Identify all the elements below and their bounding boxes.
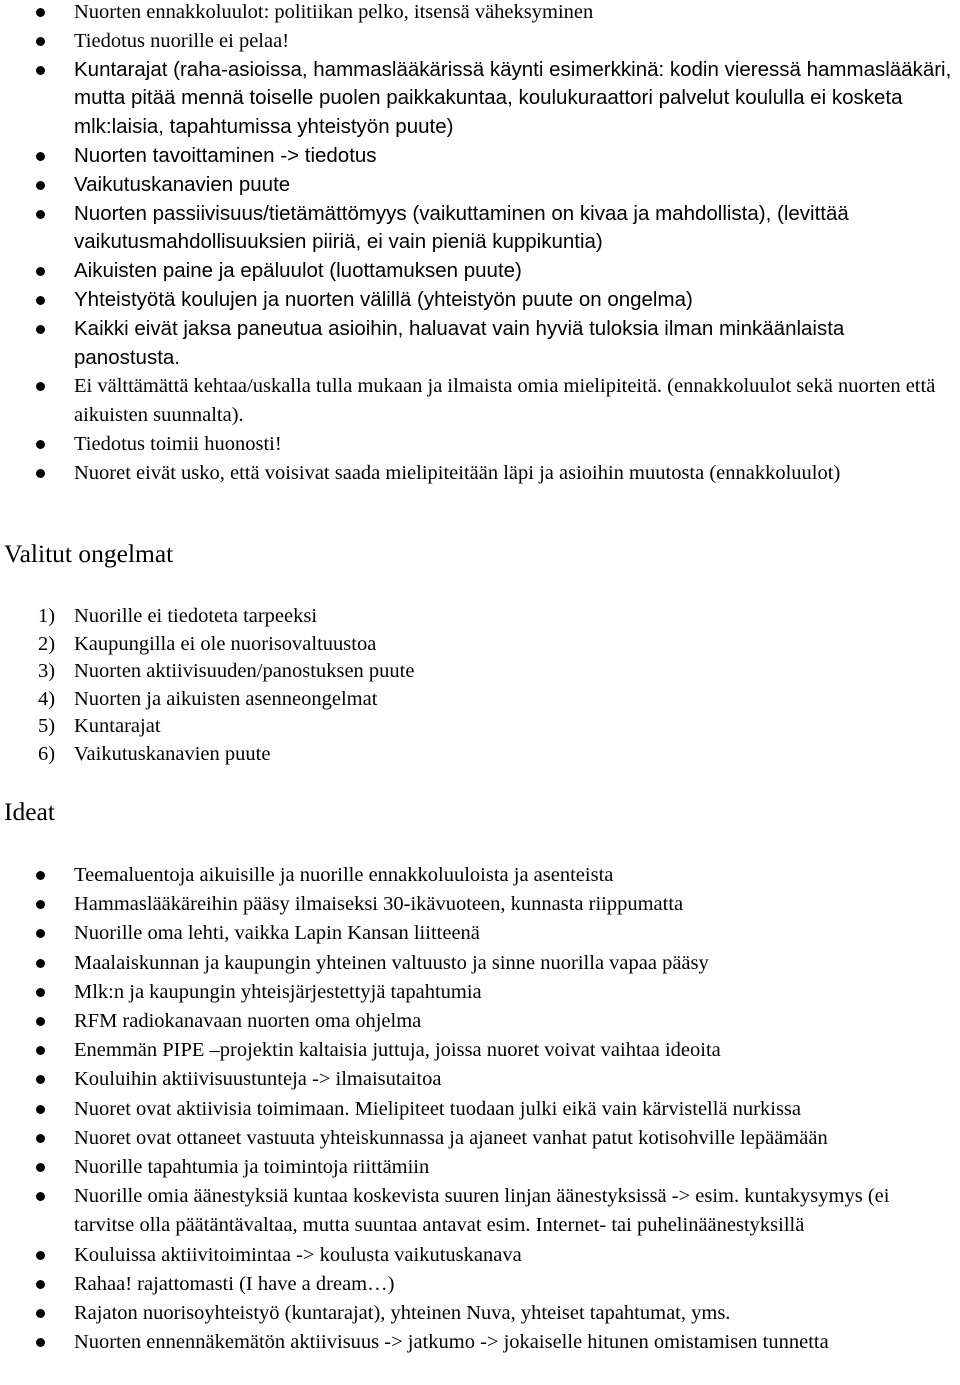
list-item: [38, 686, 960, 714]
item-text: Nuorten aktiivisuuden/panostuksen puute: [74, 660, 415, 683]
list-item: Rahaa! rajattomasti (I have a dream…): [74, 1270, 952, 1299]
item-text: Kuntarajat: [74, 715, 161, 738]
list-item: Vaikutuskanavien puute: [74, 171, 952, 200]
ideas-bullet-list: [0, 861, 960, 1357]
list-item: Kouluihin aktiivisuustunteja -> ilmaisutaitoa: [74, 1065, 952, 1094]
item-number: 2): [38, 632, 56, 655]
list-item: Tiedotus toimii huonosti!: [74, 430, 952, 459]
list-item: Rajaton nuorisoyhteistyö (kuntarajat), yhteinen Nuva, yhteiset tapahtumat, yms.: [74, 1299, 952, 1328]
item-number: 1): [38, 605, 56, 627]
list-item: Nuoret ovat ottaneet vastuuta yhteiskunnassa ja ajaneet vanhat patut kotisohville lepäämään: [74, 1124, 952, 1153]
list-item: [38, 741, 960, 769]
list-item: Nuorten passiivisuus/tietämättömyys (vaikuttaminen on kivaa ja mahdollista), (levittää vaikutusmahdollisuuksien piiriä, ei vain pieniä kuppikuntia): [74, 200, 952, 258]
selected-problems-list: [0, 603, 960, 769]
list-item: RFM radiokanavaan nuorten oma ohjelma: [74, 1007, 952, 1036]
list-item: [38, 603, 960, 631]
list-item: Nuorille tapahtumia ja toimintoja riittämiin: [74, 1153, 952, 1182]
selected-problems-heading: Valitut ongelmat: [4, 539, 174, 568]
ideas-heading: Ideat: [4, 797, 55, 826]
list-item: [38, 713, 960, 741]
list-item: Enemmän PIPE –projektin kaltaisia juttuja, joissa nuoret voivat vaihtaa ideoita: [74, 1036, 952, 1065]
list-item: Nuoret eivät usko, että voisivat saada mielipiteitään läpi ja asioihin muutosta (ennakkoluulot): [74, 459, 952, 488]
item-text: Kaupungilla ei ole nuorisovaltuustoa: [74, 632, 377, 655]
item-number: 6): [38, 742, 56, 765]
list-item: Yhteistyötä koulujen ja nuorten välillä (yhteistyön puute on ongelma): [74, 286, 952, 315]
list-item: Nuorten ennennäkemätön aktiivisuus -> jatkumo -> jokaiselle hitunen omistamisen tunnetta: [74, 1328, 952, 1357]
list-item: Nuorten ennakkoluulot: politiikan pelko, itsensä väheksyminen: [74, 0, 952, 27]
list-item: Teemaluentoja aikuisille ja nuorille ennakkoluuloista ja asenteista: [74, 861, 952, 890]
list-item: Nuorille oma lehti, vaikka Lapin Kansan liitteenä: [74, 919, 952, 948]
list-item: Kouluissa aktiivitoimintaa -> koulusta vaikutuskanava: [74, 1241, 952, 1270]
list-item: Aikuisten paine ja epäluulot (luottamuksen puute): [74, 257, 952, 286]
list-item: Ei välttämättä kehtaa/uskalla tulla mukaan ja ilmaista omia mielipiteitä. (ennakkoluulot sekä nuorten että aikuisten suunnalta).: [74, 372, 952, 430]
list-item: Hammaslääkäreihin pääsy ilmaiseksi 30-ikävuoteen, kunnasta riippumatta: [74, 890, 952, 919]
list-item: Maalaiskunnan ja kaupungin yhteinen valtuusto ja sinne nuorilla vapaa pääsy: [74, 949, 952, 978]
item-number: 4): [38, 687, 56, 710]
item-number: 5): [38, 715, 56, 738]
list-item: Nuoret ovat aktiivisia toimimaan. Mielipiteet tuodaan julki eikä vain kärvistellä nurkissa: [74, 1095, 952, 1124]
list-item: Mlk:n ja kaupungin yhteisjärjestettyjä tapahtumia: [74, 978, 952, 1007]
list-item: Nuorten tavoittaminen -> tiedotus: [74, 142, 952, 171]
list-item: [38, 658, 960, 686]
problems-bullet-list: [0, 0, 960, 488]
list-item: Nuorille omia äänestyksiä kuntaa koskevista suuren linjan äänestyksissä -> esim. kuntakysymys (ei tarvitse olla päätäntävaltaa, mutta suuntaa antavat esim. Internet- tai puhelinäänestyksillä: [74, 1182, 952, 1240]
list-item: Tiedotus nuorille ei pelaa!: [74, 27, 952, 56]
item-text: Vaikutuskanavien puute: [74, 742, 271, 765]
item-text: Nuorten ja aikuisten asenneongelmat: [74, 687, 378, 710]
list-item: Kuntarajat (raha-asioissa, hammaslääkärissä käynti esimerkkinä: kodin vieressä hammaslääkäri, mutta pitää mennä toiselle puolen paikkakuntaa, koulukuraattori palvelut koululla ei kosketa mlk:laisia, tapahtumissa yhteistyön puute): [74, 56, 952, 142]
list-item: [38, 631, 960, 659]
item-text: Nuorille ei tiedoteta tarpeeksi: [74, 605, 318, 627]
list-item: Kaikki eivät jaksa paneutua asioihin, haluavat vain hyviä tuloksia ilman minkäänlaista panostusta.: [74, 315, 952, 373]
item-number: 3): [38, 660, 56, 683]
